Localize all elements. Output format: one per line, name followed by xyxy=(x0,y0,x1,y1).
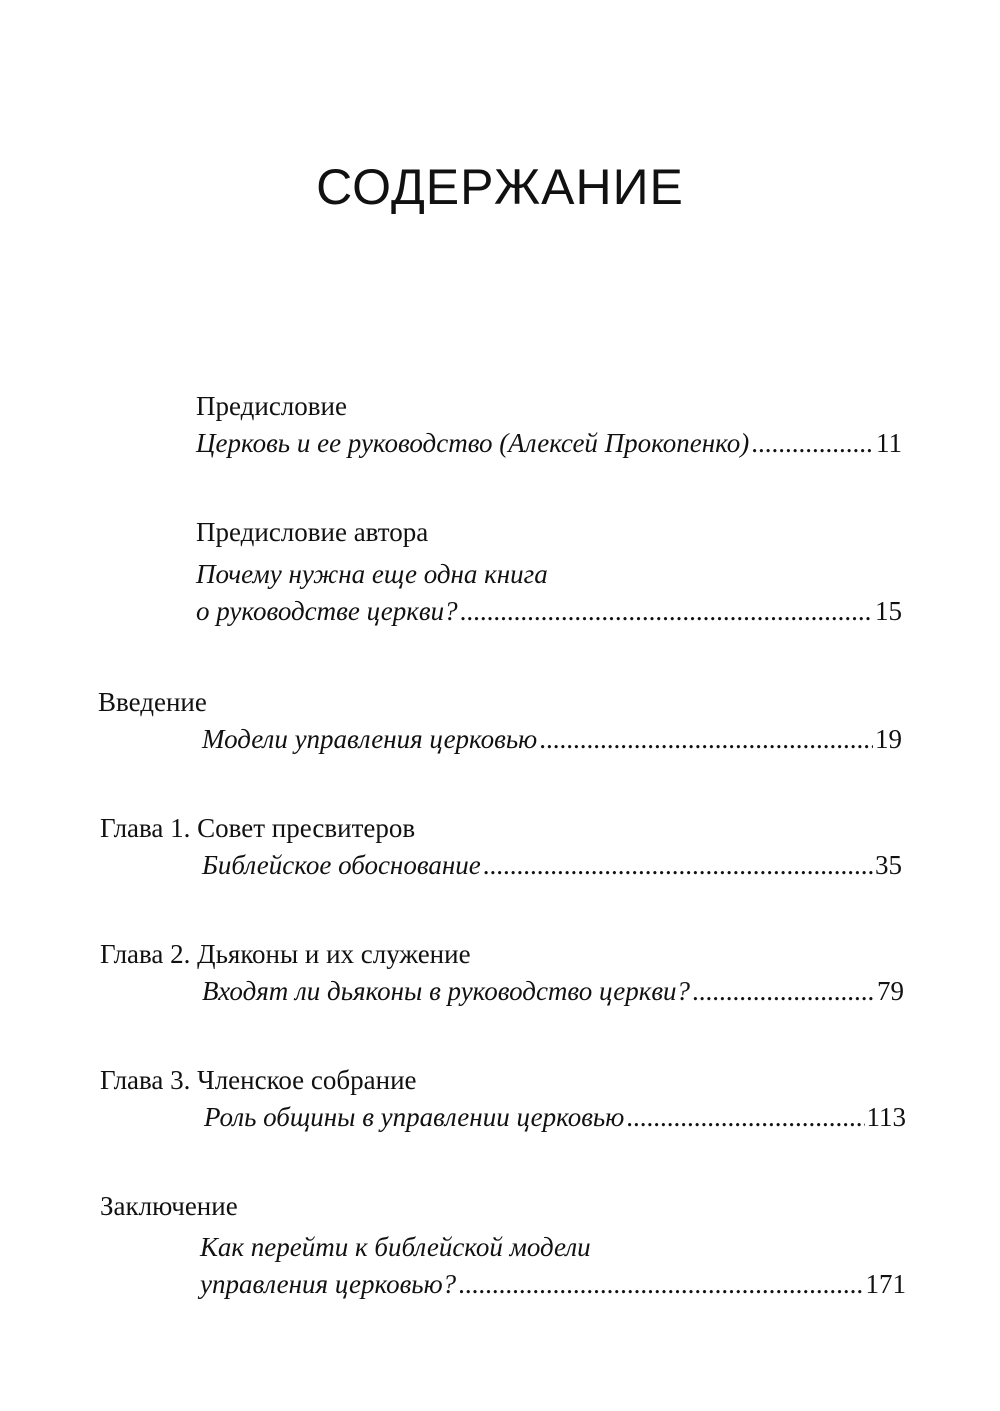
toc-heading-chapter-1: Глава 1. Совет пресвитеров xyxy=(100,813,416,843)
dot-leader xyxy=(483,850,873,881)
page-number: 15 xyxy=(875,596,902,626)
dot-leader xyxy=(692,976,875,1007)
toc-entry-title-line: Как перейти к библейской модели xyxy=(200,1232,591,1262)
toc-entry-title: управления церковью? xyxy=(200,1269,457,1299)
page-number: 19 xyxy=(875,724,902,754)
page-number: 35 xyxy=(875,850,902,880)
toc-heading-chapter-2: Глава 2. Дьяконы и их служение xyxy=(100,939,471,969)
toc-entry-title: Библейское обоснование xyxy=(202,850,481,880)
page-number: 79 xyxy=(877,976,904,1006)
toc-entry-chapter-3[interactable] xyxy=(204,1102,906,1133)
toc-entry-title: Модели управления церковью xyxy=(202,724,538,754)
page-title: СОДЕРЖАНИЕ xyxy=(316,159,684,215)
toc-heading-conclusion: Заключение xyxy=(100,1191,238,1221)
page-number: 113 xyxy=(866,1102,906,1132)
toc-heading-preface: Предисловие xyxy=(196,391,347,421)
dot-leader xyxy=(458,1269,863,1300)
toc-entry-title-line: Почему нужна еще одна книга xyxy=(196,559,548,589)
page-number: 171 xyxy=(865,1269,906,1299)
dot-leader xyxy=(751,428,874,459)
toc-heading-chapter-3: Глава 3. Членское собрание xyxy=(100,1065,417,1095)
toc-entry-chapter-1[interactable] xyxy=(202,850,902,881)
toc-entry-preface[interactable] xyxy=(196,428,902,459)
toc-entry-title: Входят ли дьяконы в руководство церкви? xyxy=(202,976,691,1006)
toc-heading-introduction: Введение xyxy=(98,687,207,717)
toc-heading-author-preface: Предисловие автора xyxy=(196,517,429,547)
dot-leader xyxy=(460,596,873,627)
toc-entry-introduction[interactable] xyxy=(202,724,902,755)
dot-leader xyxy=(539,724,873,755)
toc-entry-chapter-2[interactable] xyxy=(202,976,904,1007)
toc-entry-title: Церковь и ее руководство (Алексей Прокопенко) xyxy=(196,428,750,458)
toc-entry-conclusion[interactable] xyxy=(200,1269,906,1300)
toc-entry-title: Роль общины в управлении церковью xyxy=(204,1102,625,1132)
page-number: 11 xyxy=(876,428,902,458)
toc-entry-title: о руководстве церкви? xyxy=(196,596,458,626)
dot-leader xyxy=(626,1102,864,1133)
toc-entry-author-preface[interactable] xyxy=(196,596,902,627)
